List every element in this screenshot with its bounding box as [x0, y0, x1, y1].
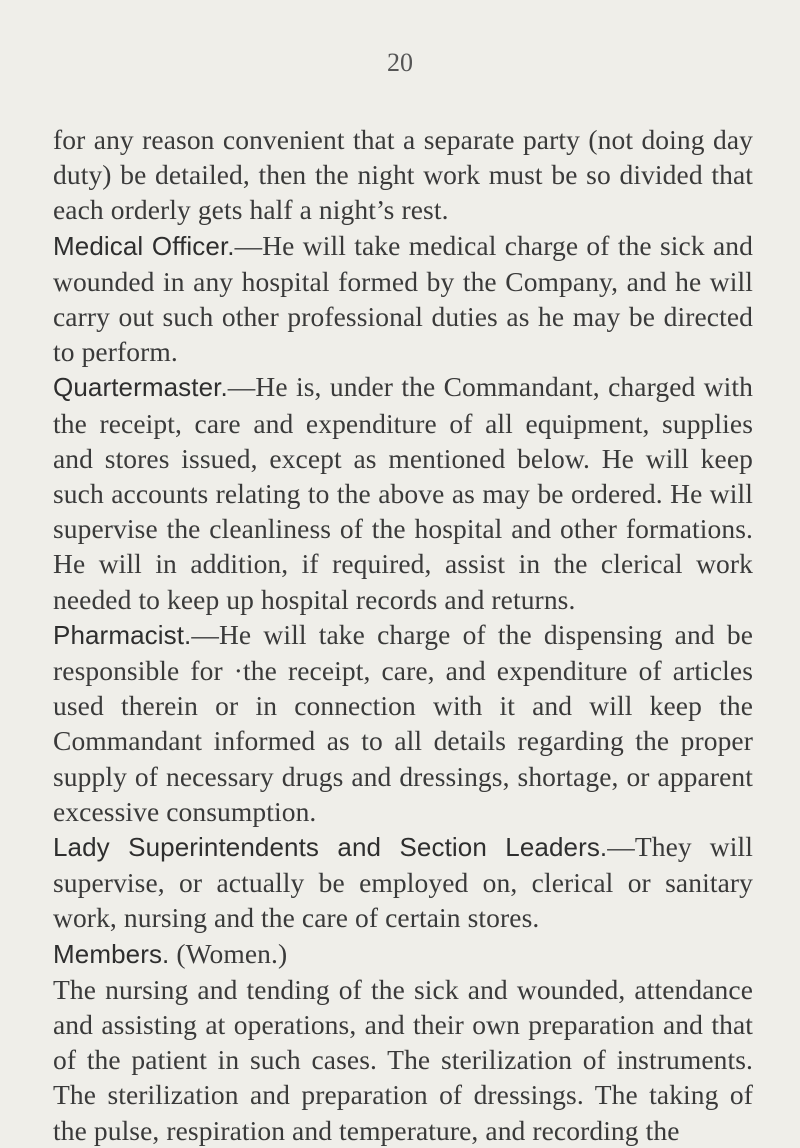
paragraph-text: for any reason convenient that a separate party (not doing day duty) be detailed, then the night work must be so divided that each orderly gets half a night’s rest.: [53, 124, 753, 226]
paragraph-text: (Women.): [169, 937, 288, 969]
section-heading: Members.: [53, 938, 170, 969]
section-heading: Quartermaster.: [53, 372, 228, 403]
paragraph-medical-officer: [53, 228, 753, 370]
section-heading: Pharmacist.: [53, 619, 192, 650]
paragraph-text: —They will supervise, or actually be employed on, clerical or sanitary work, nursing and the care of certain stores.: [53, 831, 753, 934]
paragraph-text: The nursing and tending of the sick and wounded, attendance and assisting at operations, and their own preparation and that of the patient in such cases. The sterilization of instruments. The sterilization and preparation of dressings. The taking of the pulse, respiration and temperature, and recording the: [53, 973, 753, 1146]
paragraph-quartermaster: [53, 369, 753, 616]
paragraph-pharmacist: [53, 617, 753, 829]
section-heading: Medical Officer.: [53, 230, 235, 261]
paragraph-lady-superintendents: [53, 829, 753, 936]
paragraph-nursing: [53, 972, 753, 1148]
paragraph-members: [53, 936, 753, 972]
paragraph-continuation: [53, 122, 753, 228]
paragraph-text: —He will take charge of the dispensing and be responsible for ·the receipt, care, and expenditure of articles used therein or in connection with it and will keep the Commandant informed as to all details regarding the proper supply of necessary drugs and dressings, shortage, or apparent excessive consumption.: [53, 618, 753, 827]
paragraph-text: —He is, under the Commandant, charged with the receipt, care and expenditure of all equipment, supplies and stores issued, except as mentioned below. He will keep such accounts relating to the above as may be ordered. He will supervise the cleanliness of the hospital and other formations. He will in addition, if required, assist in the clerical work needed to keep up hospital records and returns.: [53, 371, 753, 615]
page-number: 20: [387, 48, 413, 77]
paragraph-text: —He will take medical charge of the sick and wounded in any hospital formed by the Company, and he will carry out such other professional duties as he may be directed to perform.: [53, 229, 753, 368]
section-heading: Lady Superintendents and Section Leaders.: [53, 832, 608, 863]
body-text: [53, 122, 753, 1148]
